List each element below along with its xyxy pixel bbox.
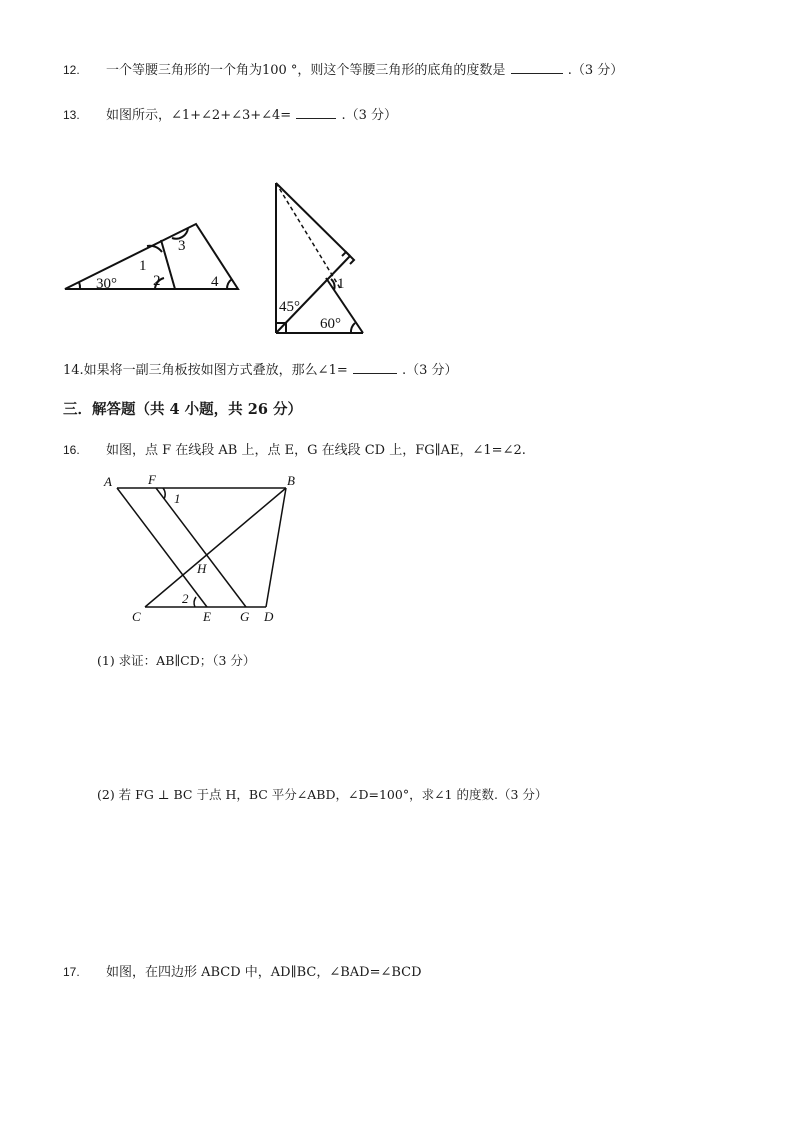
question-number: 16. [63, 443, 80, 457]
question-score: .（3 分） [402, 363, 458, 378]
point-label-D: D [264, 609, 274, 624]
point-label-H: H [197, 561, 207, 576]
question-14 [63, 361, 458, 380]
figure-16-parallel-lines [100, 472, 310, 627]
question-13 [63, 106, 397, 125]
angle-label-1: 1 [139, 258, 147, 274]
answer-blank[interactable] [511, 61, 563, 74]
question-12 [63, 61, 623, 80]
question-score: .（3 分） [567, 63, 624, 78]
section-title: 三．解答题（共 4 小题，共 26 分） [63, 401, 302, 418]
angle-label-4: 4 [211, 274, 219, 290]
point-label-G: G [240, 609, 250, 624]
point-label-F: F [148, 472, 156, 487]
point-label-A: A [104, 474, 112, 489]
question-text: 14.如果将一副三角板按如图方式叠放，那么∠1= [63, 363, 348, 378]
question-number: 13. [63, 108, 80, 122]
angle-label-60: 60° [320, 316, 341, 332]
angle-label-45: 45° [279, 299, 300, 315]
point-label-C: C [132, 609, 141, 624]
point-label-E: E [203, 609, 211, 624]
answer-blank[interactable] [353, 361, 397, 374]
answer-blank[interactable] [296, 106, 336, 119]
angle-label-30: 30° [96, 276, 117, 292]
question-text: 如图，点 F 在线段 AB 上，点 E，G 在线段 CD 上，FG∥AE，∠1=∠2. [105, 443, 526, 458]
question-16-part-2: (2) 若 FG ⊥ BC 于点 H，BC 平分∠ABD，∠D=100°，求∠1 的度数.（3 分） [97, 787, 548, 802]
question-16 [63, 441, 526, 460]
question-17 [63, 963, 422, 982]
angle-label-3: 3 [178, 238, 186, 254]
question-score: .（3 分） [341, 108, 398, 123]
figure-13-triangle [60, 218, 245, 298]
question-number: 17. [63, 965, 80, 979]
question-text: 一个等腰三角形的一个角为100 °，则这个等腰三角形的底角的度数是 [105, 63, 506, 78]
angle-label-2: 2 [182, 591, 189, 606]
figure-14-set-squares [268, 178, 368, 338]
angle-label-1: 1 [174, 491, 181, 506]
question-16-part-1: (1) 求证：AB∥CD；（3 分） [97, 653, 256, 668]
angle-label-1: 1 [337, 276, 345, 292]
question-text: 如图，在四边形 ABCD 中，AD∥BC，∠BAD=∠BCD [105, 965, 422, 980]
question-text: 如图所示，∠1+∠2+∠3+∠4= [105, 108, 292, 123]
point-label-B: B [287, 473, 295, 488]
question-number: 12. [63, 63, 80, 77]
angle-label-2: 2 [153, 273, 161, 289]
